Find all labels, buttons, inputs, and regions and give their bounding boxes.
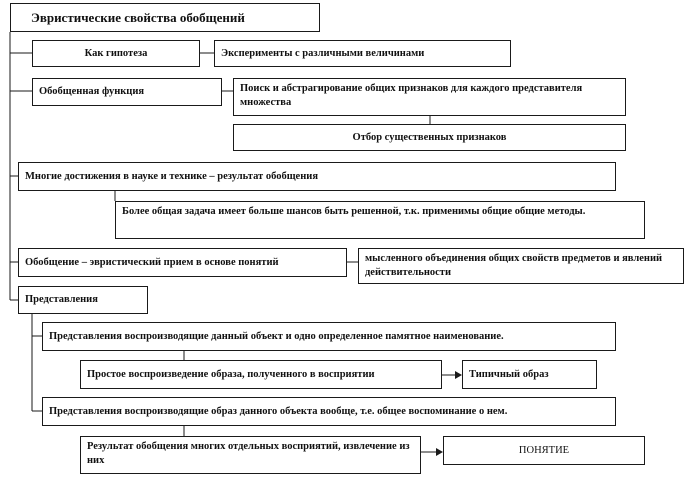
diagram-title: Эвристические свойства обобщений [31,9,245,25]
general-task-box [115,201,645,239]
result-box [80,436,421,474]
search-abstraction-box [233,78,626,116]
selection-text: Отбор существенных признаков [352,131,507,143]
mental-union-box [358,248,684,284]
achievements-text: Многие достижения в науке и технике – результат обобщения [25,170,318,182]
generalized-function-box [32,78,222,106]
search-abstraction-text: Поиск и абстрагирование общих признаков для каждого представителя множества [240,83,583,108]
concept-text: ПОНЯТИЕ [518,444,570,456]
simple-reproduction-box [80,360,442,389]
experiments-box [214,40,511,67]
general-representations-box [42,397,616,426]
representations-box [18,286,148,314]
concepts-label: Обобщение – эвристический прием в основе понятий [25,256,279,268]
result-text: Результат обобщения многих отдельных восприятий, извлечение из них [87,441,410,466]
specific-representations-text: Представления воспроизводящие данный объект и одно определенное памятное наименование. [49,330,504,342]
concept-box [443,436,645,465]
representations-label: Представления [25,294,98,305]
hypothesis-box [32,40,200,67]
typical-image-text: Типичный образ [469,368,549,380]
typical-image-box [462,360,597,389]
experiments-text: Эксперименты с различными величинами [221,47,425,59]
mental-union-text: мысленного объединения общих свойств предметов и явлений действительности [365,253,663,278]
simple-reproduction-text: Простое воспроизведение образа, полученного в восприятии [87,368,375,380]
selection-box [233,124,626,151]
concepts-box [18,248,347,277]
general-task-text: Более общая задача имеет больше шансов быть решенной, т.к. применимы общие общие методы. [122,206,586,217]
hypothesis-label: Как гипотеза [84,47,148,59]
arrow-concept-head [436,448,443,456]
generalized-function-label: Обобщенная функция [39,86,145,97]
specific-representations-box [42,322,616,351]
arrow-typical-head [455,371,462,379]
achievements-box [18,162,616,191]
diagram-title-box [10,3,320,32]
general-representations-text: Представления воспроизводящие образ данного объекта вообще, т.е. общее воспоминание о нем. [49,405,508,417]
